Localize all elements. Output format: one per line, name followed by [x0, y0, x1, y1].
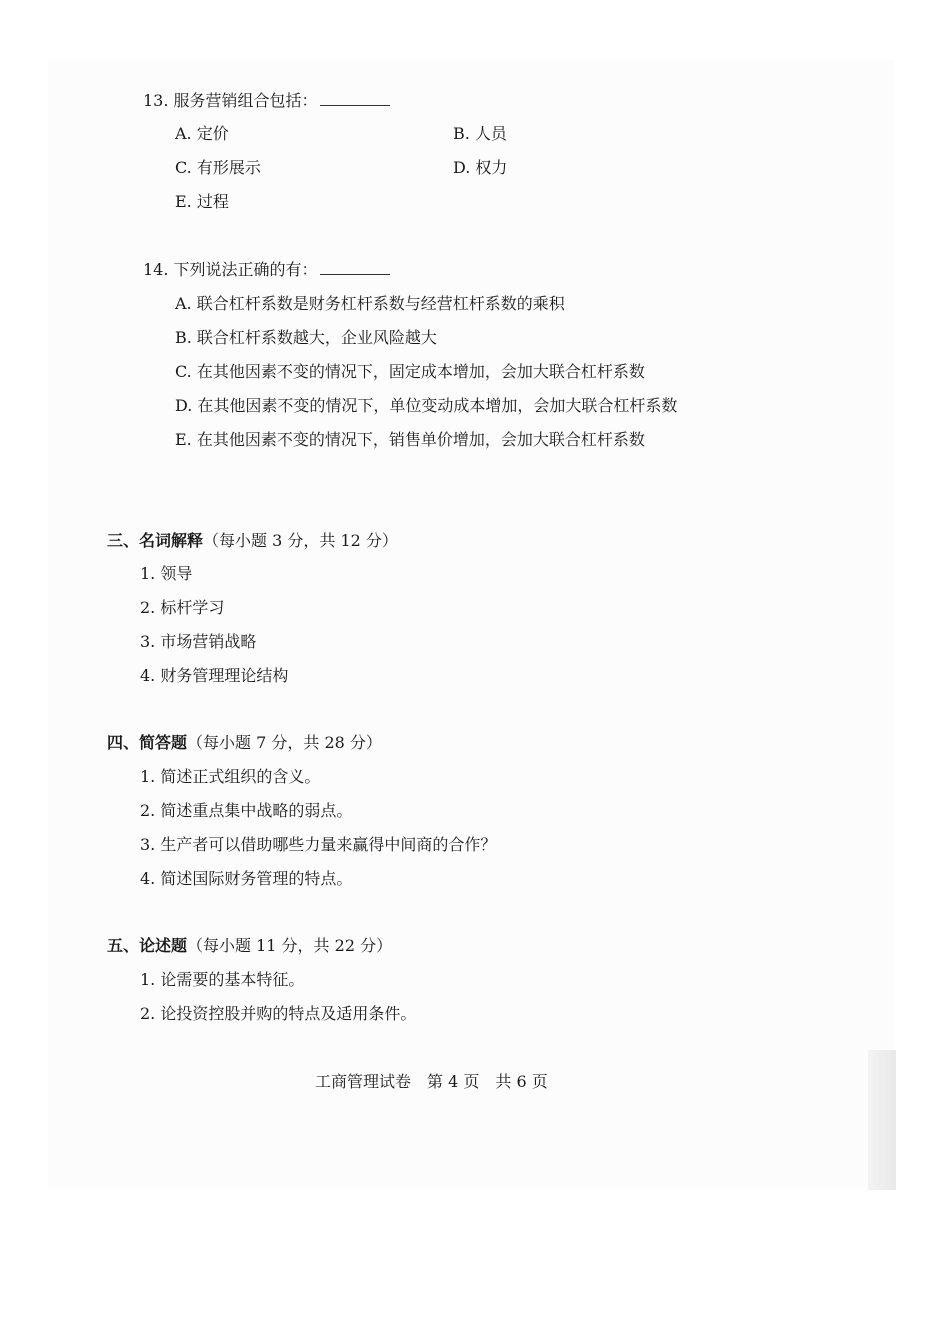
section-4-title: 四、简答题	[107, 733, 188, 752]
section-3-item-3: 3. 市场营销战略	[140, 632, 257, 651]
question-13-option-a: A. 定价	[175, 124, 229, 143]
section-5-item-1: 1. 论需要的基本特征。	[140, 970, 305, 989]
question-14-option-a: A. 联合杠杆系数是财务杠杆系数与经营杠杆系数的乘积	[175, 294, 565, 313]
section-4-note: （每小题 7 分，共 28 分）	[187, 733, 382, 752]
section-4-item-4: 4. 简述国际财务管理的特点。	[140, 869, 353, 888]
answer-blank[interactable]	[320, 91, 390, 106]
section-4-item-2: 2. 简述重点集中战略的弱点。	[140, 801, 353, 820]
question-14-option-c: C. 在其他因素不变的情况下，固定成本增加，会加大联合杠杆系数	[175, 362, 645, 381]
section-5-item-2: 2. 论投资控股并购的特点及适用条件。	[140, 1004, 417, 1023]
question-14-option-b: B. 联合杠杆系数越大，企业风险越大	[175, 328, 437, 347]
question-13-option-d: D. 权力	[453, 158, 508, 177]
question-13-option-c: C. 有形展示	[175, 158, 261, 177]
section-5-heading	[107, 935, 392, 957]
scan-edge-shadow	[868, 1050, 896, 1190]
section-4-heading	[107, 732, 382, 754]
question-14-stem: 14. 下列说法正确的有：	[143, 259, 390, 281]
question-13-option-e: E. 过程	[175, 192, 229, 211]
section-3-item-2: 2. 标杆学习	[140, 598, 225, 617]
section-3-note: （每小题 3 分，共 12 分）	[203, 531, 398, 550]
section-4-item-3: 3. 生产者可以借助哪些力量来赢得中间商的合作？	[140, 835, 497, 854]
section-5-title: 五、论述题	[107, 936, 188, 955]
question-14-option-d: D. 在其他因素不变的情况下，单位变动成本增加，会加大联合杠杆系数	[175, 396, 678, 415]
answer-blank[interactable]	[320, 260, 390, 275]
section-3-heading	[107, 530, 398, 552]
section-5-note: （每小题 11 分，共 22 分）	[187, 936, 393, 955]
question-13-stem: 13. 服务营销组合包括：	[143, 90, 390, 112]
section-3-item-1: 1. 领导	[140, 564, 193, 583]
section-4-item-1: 1. 简述正式组织的含义。	[140, 767, 321, 786]
section-3-title: 三、名词解释	[107, 531, 204, 550]
section-3-item-4: 4. 财务管理理论结构	[140, 666, 289, 685]
question-14-option-e: E. 在其他因素不变的情况下，销售单价增加，会加大联合杠杆系数	[175, 430, 645, 449]
page-footer: 工商管理试卷 第 4 页 共 6 页	[315, 1072, 548, 1091]
question-13-option-b: B. 人员	[453, 124, 507, 143]
